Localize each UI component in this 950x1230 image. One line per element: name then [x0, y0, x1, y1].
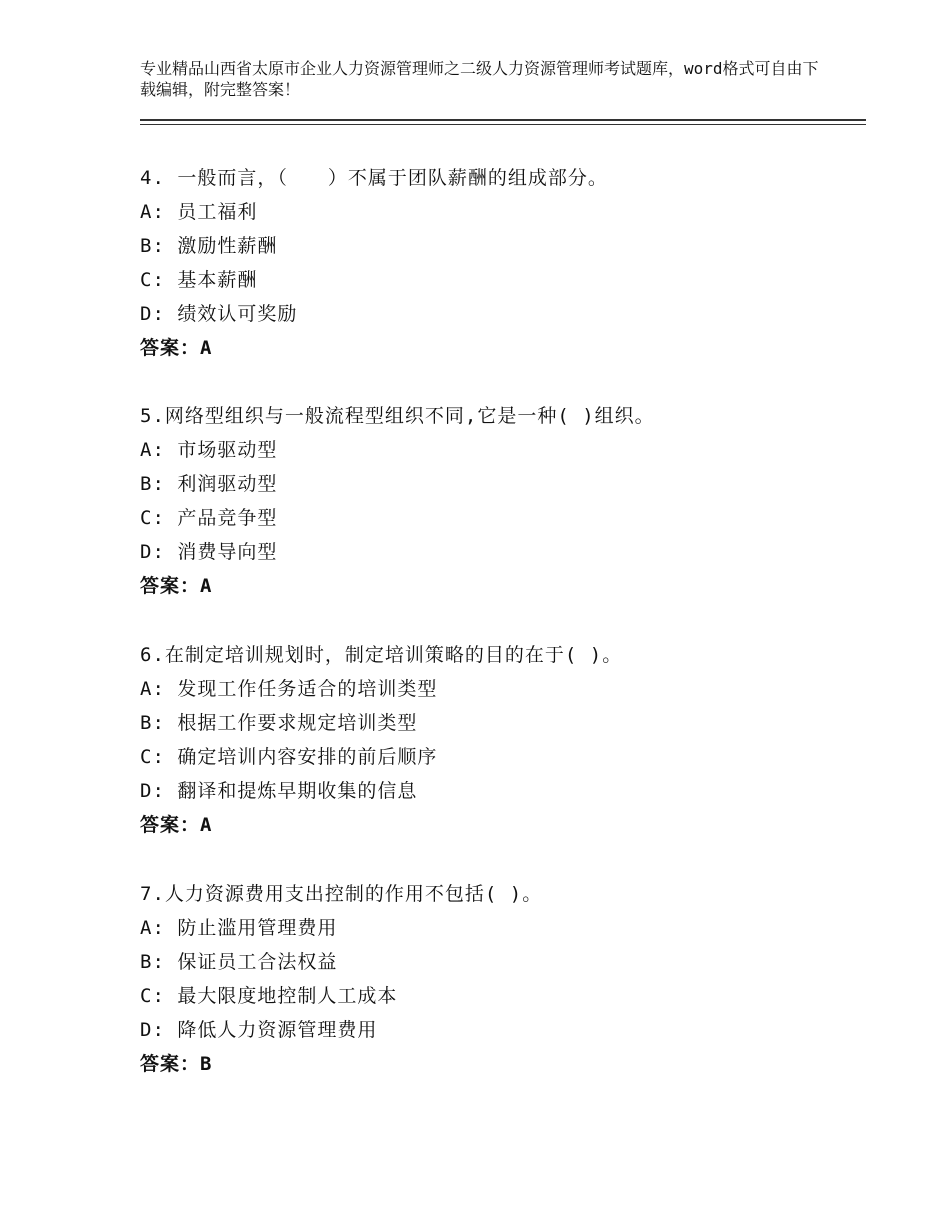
- question-stem: 5.网络型组织与一般流程型组织不同,它是一种( )组织。: [140, 405, 655, 427]
- option-a: A: 发现工作任务适合的培训类型: [140, 678, 438, 700]
- option-b: B: 激励性薪酬: [140, 235, 278, 257]
- option-a: A: 员工福利: [140, 201, 258, 223]
- answer-label: 答案：: [140, 814, 201, 836]
- answer-value: A: [200, 575, 212, 597]
- header-divider-thin: [140, 124, 866, 125]
- answer-line: [140, 1047, 860, 1081]
- option-c: C: 基本薪酬: [140, 269, 258, 291]
- header-divider-thick: [140, 119, 866, 121]
- answer-label: 答案：: [140, 575, 201, 597]
- question-stem: 4. 一般而言，（ ）不属于团队薪酬的组成部分。: [140, 167, 608, 189]
- answer-line: [140, 808, 860, 842]
- option-b: B: 利润驱动型: [140, 473, 278, 495]
- question-4: [140, 161, 860, 365]
- answer-label: 答案：: [140, 1053, 201, 1075]
- option-a: A: 市场驱动型: [140, 439, 278, 461]
- question-stem: 7.人力资源费用支出控制的作用不包括( )。: [140, 883, 543, 905]
- option-d: D: 翻译和提炼早期收集的信息: [140, 780, 418, 802]
- question-6: [140, 638, 860, 842]
- option-c: C: 最大限度地控制人工成本: [140, 985, 398, 1007]
- option-c: C: 确定培训内容安排的前后顺序: [140, 746, 438, 768]
- answer-line: [140, 331, 860, 365]
- answer-line: [140, 569, 860, 603]
- question-7: [140, 877, 860, 1081]
- option-b: B: 根据工作要求规定培训类型: [140, 712, 418, 734]
- question-5: [140, 399, 860, 603]
- answer-value: A: [200, 814, 212, 836]
- option-b: B: 保证员工合法权益: [140, 951, 338, 973]
- question-stem: 6.在制定培训规划时，制定培训策略的目的在于( )。: [140, 644, 623, 666]
- document-header: 专业精品山西省太原市企业人力资源管理师之二级人力资源管理师考试题库，word格式可自由下载编辑，附完整答案！: [140, 59, 819, 99]
- option-a: A: 防止滥用管理费用: [140, 917, 338, 939]
- option-c: C: 产品竞争型: [140, 507, 278, 529]
- option-d: D: 绩效认可奖励: [140, 303, 298, 325]
- answer-value: B: [200, 1053, 212, 1075]
- option-d: D: 消费导向型: [140, 541, 278, 563]
- answer-value: A: [200, 337, 212, 359]
- option-d: D: 降低人力资源管理费用: [140, 1019, 378, 1041]
- answer-label: 答案：: [140, 337, 201, 359]
